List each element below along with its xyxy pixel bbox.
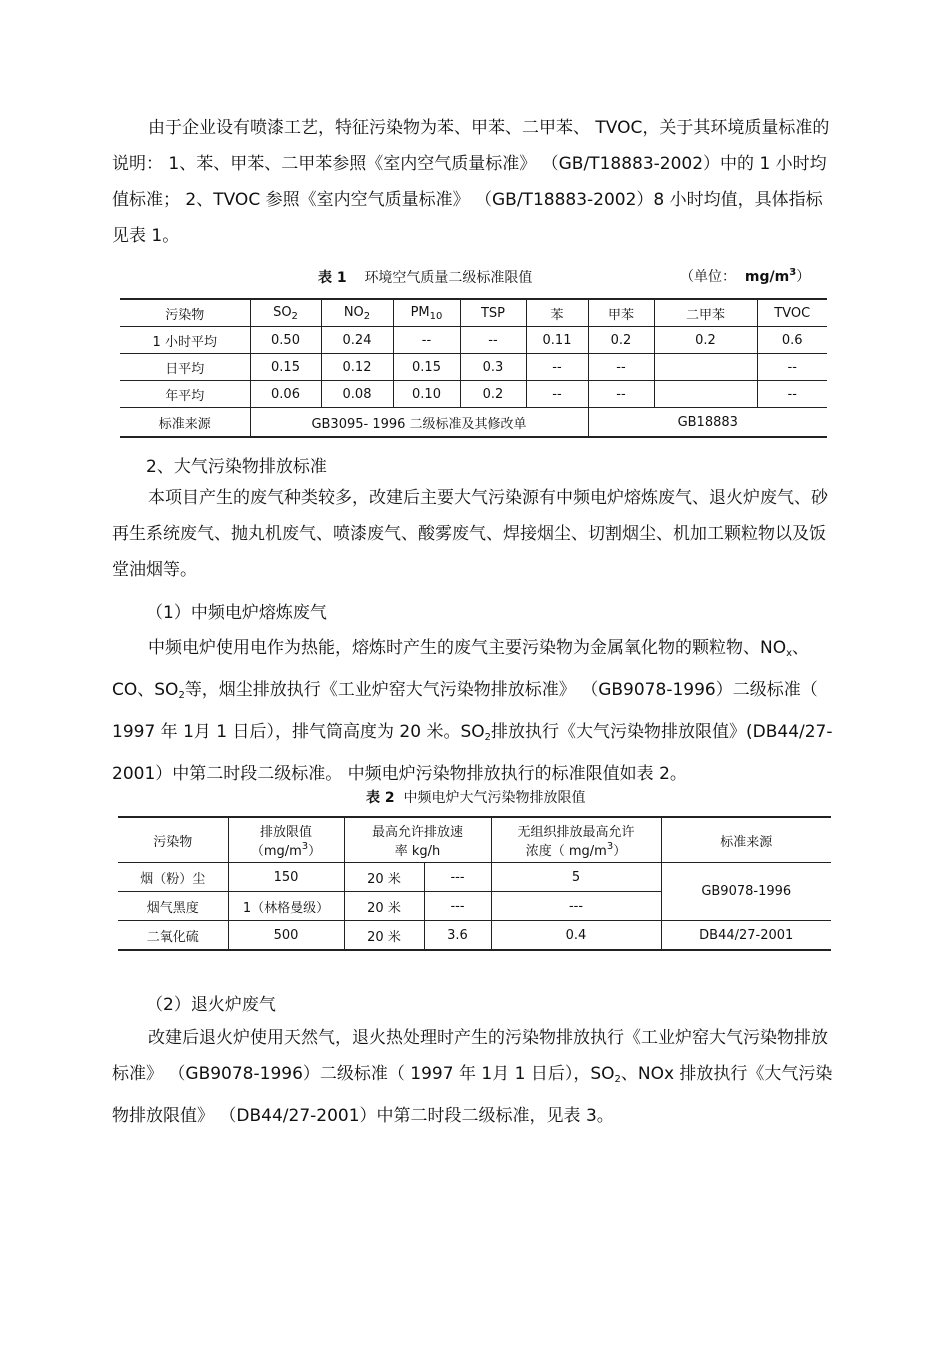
table-row [118,863,831,892]
cell: 0.11 [526,327,588,354]
cell: -- [757,354,827,381]
section2-paragraph: 本项目产生的废气种类较多，改建后主要大气污染源有中频电炉熔炼废气、退火炉废气、砂再生系统废气、抛丸机废气、喷漆废气、酸雾废气、焊接烟尘、切割烟尘、机加工颗粒物以及饭堂油烟等。 [112,488,828,580]
table1-caption [318,267,532,287]
cell: 0.6 [757,327,827,354]
header-pollutant: 污染物 [118,817,228,863]
cell [654,354,757,381]
limit-cell: 150 [228,863,344,892]
sub1-text-1: 中频电炉使用电作为热能，熔炼时产生的废气主要污染物为金属氧化物的颗粒物、 [148,638,760,658]
cell: 0.12 [321,354,393,381]
no2-sub: 2 [363,310,371,322]
rate-line1: 最高允许排放速 [371,825,463,840]
cell: 0.2 [460,381,526,408]
rate-cell: --- [424,863,491,892]
unit-value: mg/m [744,269,790,285]
fugitive-cell: 5 [491,863,661,892]
fugitive-exp: 3 [606,841,614,852]
header-tsp: TSP [460,299,526,327]
sub2-text-1: 改建后退火炉使用天然气，退火热处理时产生的污染物排放执行《工业炉窑大气污染物排放标准》 （GB9078-1996）二级标准（ 1997 年 1月 1 日后），SO [112,1028,828,1084]
table1-caption-title: 环境空气质量二级标准限值 [364,270,533,286]
header-tvoc: TVOC [757,299,827,327]
so2-text: SO [273,304,292,320]
rate-cell: 3.6 [424,921,491,951]
unit-label: （单位： [680,269,736,285]
cell: -- [393,327,460,354]
cell: 0.10 [393,381,460,408]
source-gb18883: GB18883 [588,408,827,438]
cell: -- [588,381,654,408]
so2-sub: 2 [178,690,185,701]
unit-close: ） [796,269,811,285]
sub2-paragraph [112,1020,838,1134]
pollutant-cell: 二氧化硫 [118,921,228,951]
source-cell: GB9078-1996 [661,863,831,921]
row-label: 日平均 [120,354,250,381]
table1-unit [680,266,810,286]
table2-caption-label: 表 2 [366,790,395,806]
pollutant-cell: 烟（粉）尘 [118,863,228,892]
pollutant-cell: 烟气黑度 [118,892,228,921]
limit-line1: 排放限值 [259,825,312,840]
source-gb3095: GB3095- 1996 二级标准及其修改单 [250,408,588,438]
header-pm10 [393,299,460,327]
height-cell: 20 米 [344,921,424,951]
cell: 0.2 [588,327,654,354]
header-pollutant: 污染物 [120,299,250,327]
limit-line2 [231,840,342,859]
cell: 0.15 [250,354,321,381]
source-cell: DB44/27-2001 [661,921,831,951]
cell: 0.3 [460,354,526,381]
table2-caption-title: 中频电炉大气污染物排放限值 [403,790,586,806]
cell: 0.15 [393,354,460,381]
table-row [120,381,827,408]
cell: -- [588,354,654,381]
cell: -- [460,327,526,354]
limit-close: ） [308,844,322,859]
height-cell: 20 米 [344,892,424,921]
so2-sub: 2 [614,1074,621,1085]
sub1-heading: （1）中频电炉熔炼废气 [146,603,327,623]
sub1-text-3: 等，烟尘排放执行《工业炉窑大气污染物排放标准》 （GB9078-1996）二级标准（ 1997 年 1月 1 日后），排气筒高度为 20 米。SO [112,680,818,742]
cell: -- [526,381,588,408]
section2-heading: 2、大气污染物排放标准 [146,457,327,477]
table-row [118,921,831,951]
source-row [120,408,827,438]
table-header-row [120,299,827,327]
fugitive-line1: 无组织排放最高允许 [517,825,635,840]
rate-line2: 率 kg/h [394,844,441,859]
header-so2 [250,299,321,327]
limit-unit: （mg/m [250,844,302,859]
so2-sub: 2 [291,310,298,322]
cell [654,381,757,408]
unit-exponent: 3 [789,267,797,278]
emission-limit-table [118,816,831,951]
cell: -- [757,381,827,408]
sub1-text-2: 、CO、SO [112,638,810,700]
table1-caption-label: 表 1 [318,270,347,286]
limit-exp: 3 [301,841,309,852]
table-row [120,327,827,354]
table-header-row [118,817,831,863]
header-fugitive [491,817,661,863]
header-no2 [321,299,393,327]
cell: 0.06 [250,381,321,408]
sub2-heading: （2）退火炉废气 [146,995,276,1015]
table-row [120,354,827,381]
fugitive-unit: 浓度（ mg/m [525,844,607,859]
fugitive-line2 [494,840,659,859]
header-rate [344,817,491,863]
cell: 0.2 [654,327,757,354]
pm10-text: PM [410,304,430,320]
cell: -- [526,354,588,381]
so2-sub: 2 [484,732,491,743]
cell: 0.50 [250,327,321,354]
limit-cell: 1（林格曼级） [228,892,344,921]
header-benzene: 苯 [526,299,588,327]
sub1-paragraph [112,630,838,792]
cell: 0.24 [321,327,393,354]
rate-cell: --- [424,892,491,921]
nox-text: NO [760,638,787,658]
fugitive-close: ） [613,844,627,859]
table2-caption [366,787,586,807]
sub2-text-2: 、NOx 排放执行《大气污染物排放限值》 （DB44/27-2001）中第二时段二级标准，见表 3。 [112,1064,833,1126]
pm10-sub: 10 [429,310,443,322]
header-limit [228,817,344,863]
row-label: 年平均 [120,381,250,408]
cell: 0.08 [321,381,393,408]
intro-paragraph: 由于企业设有喷漆工艺，特征污染物为苯、甲苯、二甲苯、 TVOC，关于其环境质量标准的说明： 1、苯、甲苯、二甲苯参照《室内空气质量标准》 （GB/T18883-2002）中的 1 小时均值标准； 2、TVOC 参照《室内空气质量标准》 （GB/T18883-2002）8 小时均值，具体指标见表 1。 [112,118,830,246]
nox-sub: x [786,648,793,659]
height-cell: 20 米 [344,863,424,892]
source-label: 标准来源 [120,408,250,438]
limit-cell: 500 [228,921,344,951]
air-quality-standard-table [120,298,827,438]
header-source: 标准来源 [661,817,831,863]
header-xylene: 二甲苯 [654,299,757,327]
sub1-text-4: 排放执行《大气污染物排放限值》(DB44/27-2001）中第二时段二级标准。 中频电炉污染物排放执行的标准限值如表 2。 [112,722,833,784]
fugitive-cell: 0.4 [491,921,661,951]
no2-text: NO [343,304,364,320]
fugitive-cell: --- [491,892,661,921]
row-label: 1 小时平均 [120,327,250,354]
header-toluene: 甲苯 [588,299,654,327]
